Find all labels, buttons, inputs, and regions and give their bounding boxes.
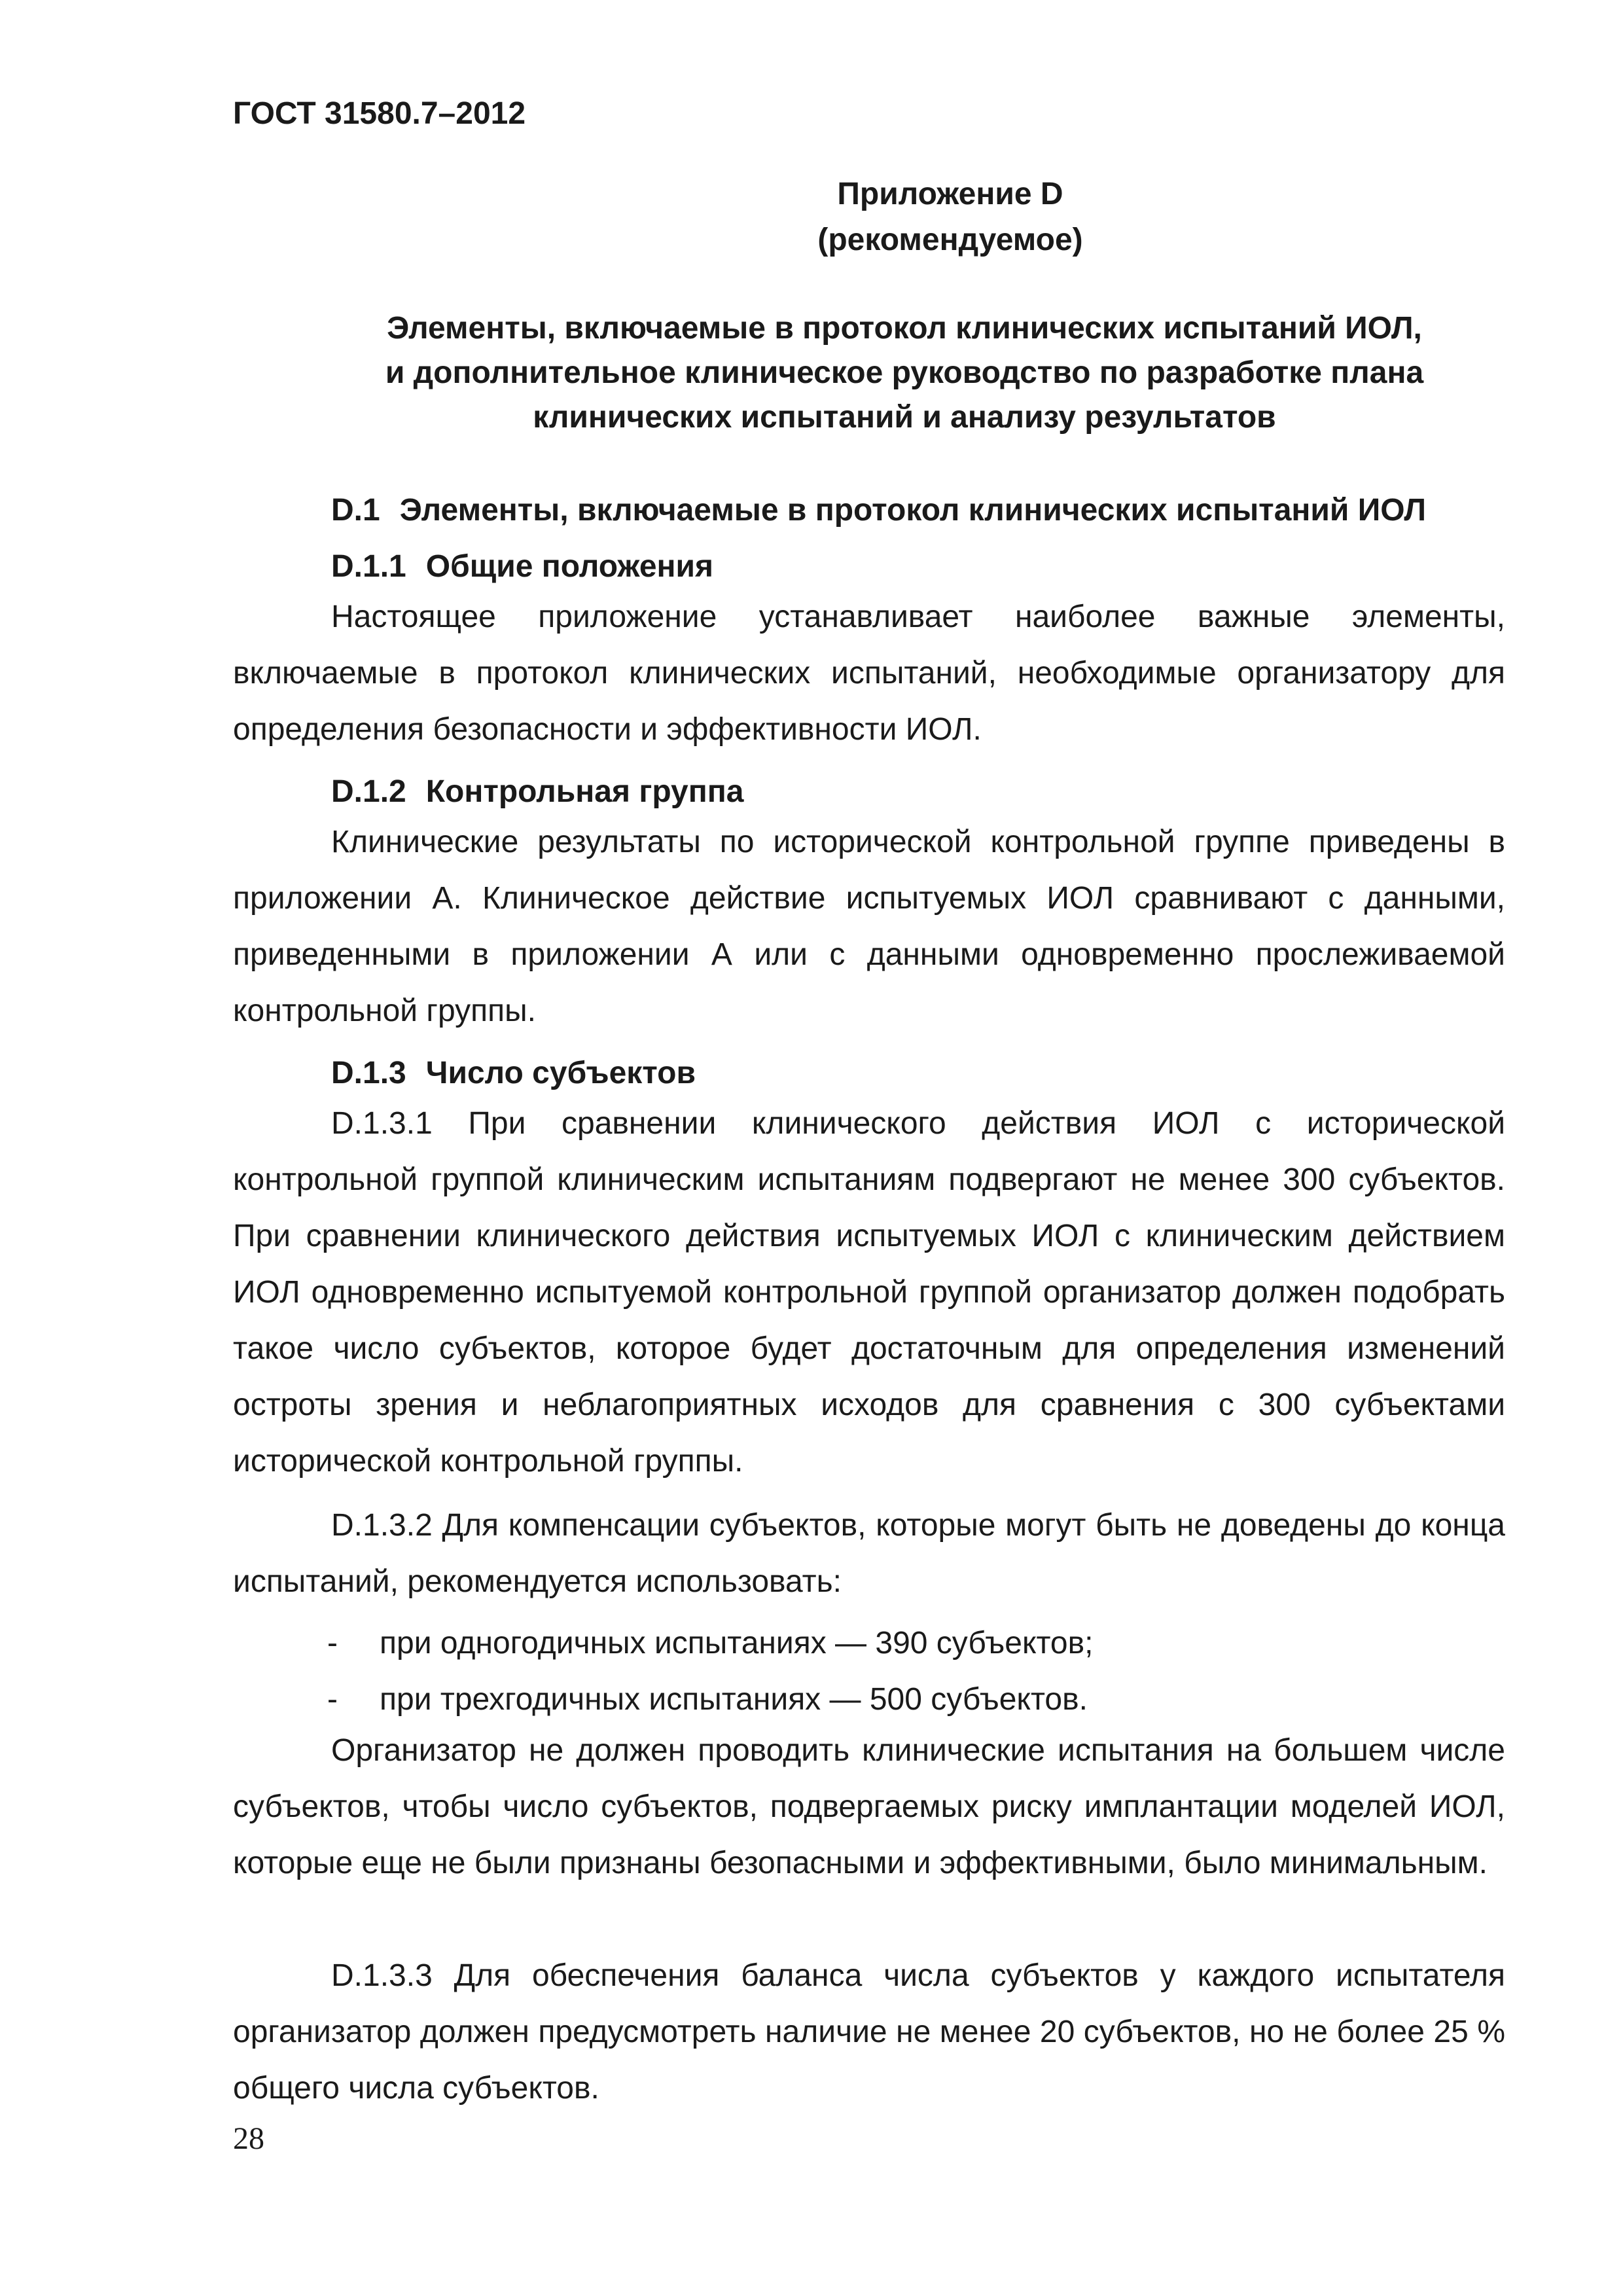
page-number: 28 (233, 2121, 264, 2156)
main-title-line: и дополнительное клиническое руководство по разработке плана (385, 355, 1424, 390)
annex-main-title (268, 306, 1541, 440)
paragraph-d133: D.1.3.3 Для обеспечения баланса числа субъектов у каждого испытателя организатор должен предусмотреть наличие не менее 20 субъектов, но не более 25 % общего числа субъектов. (233, 1958, 1505, 2106)
list-text: при трехгодичных испытаниях — 500 субъектов. (380, 1682, 1088, 1717)
annex-heading (314, 171, 1586, 263)
document-id: ГОСТ 31580.7–2012 (233, 96, 526, 131)
section-number: D.1.1 (331, 549, 406, 584)
section-number: D.1.3 (331, 1056, 406, 1090)
paragraph-d131: D.1.3.1 При сравнении клинического действия ИОЛ с исторической контрольной группой клиническим испытаниям подвергают не менее 300 субъектов. При сравнении клинического действия испытуемых ИОЛ с клиническим действием ИОЛ одновременно испытуемой контрольной группой организатор должен подобрать такое число субъектов, которое будет достаточным для определения изменений остроты зрения и неблагоприятных исходов для сравнения с 300 субъектами исторической контрольной группы. (233, 1106, 1505, 1479)
section-title: Общие положения (425, 549, 714, 584)
list-dash: - (327, 1626, 338, 1660)
annex-subtitle: (рекомендуемое) (817, 223, 1083, 257)
paragraph-d11: Настоящее приложение устанавливает наиболее важные элементы, включаемые в протокол клинических испытаний, необходимые организатору для определения безопасности и эффективности ИОЛ. (233, 600, 1505, 747)
list-item (327, 1681, 1088, 1717)
main-title-line: Элементы, включаемые в протокол клинических испытаний ИОЛ, (387, 311, 1422, 346)
paragraph-d132: D.1.3.2 Для компенсации субъектов, которые могут быть не доведены до конца испытаний, рекомендуется использовать: (233, 1508, 1505, 1599)
list-item (327, 1625, 1093, 1661)
section-number: D.1 (331, 493, 380, 528)
main-title-line: клинических испытаний и анализу результатов (533, 400, 1276, 435)
section-number: D.1.2 (331, 774, 406, 809)
annex-title: Приложение D (837, 177, 1063, 211)
section-heading-d1 (331, 492, 1426, 528)
list-text: при одногодичных испытаниях — 390 субъектов; (380, 1626, 1094, 1660)
section-heading-d12 (331, 774, 743, 810)
paragraph-d13-note: Организатор не должен проводить клинические испытания на большем числе субъектов, чтобы число субъектов, подвергаемых риску имплантации моделей ИОЛ, которые еще не были признаны безопасными и эффективными, было минимальным. (233, 1733, 1505, 1880)
section-title: Контрольная группа (425, 774, 744, 809)
list-dash: - (327, 1682, 338, 1717)
section-heading-d11 (331, 548, 713, 584)
paragraph-d12: Клинические результаты по исторической контрольной группе приведены в приложении А. Клиническое действие испытуемых ИОЛ сравнивают с данными, приведенными в приложении А или с данными одновременно прослеживаемой контрольной группы. (233, 825, 1505, 1028)
section-heading-d13 (331, 1055, 696, 1091)
section-title: Число субъектов (425, 1056, 696, 1090)
section-title: Элементы, включаемые в протокол клинических испытаний ИОЛ (399, 493, 1427, 528)
